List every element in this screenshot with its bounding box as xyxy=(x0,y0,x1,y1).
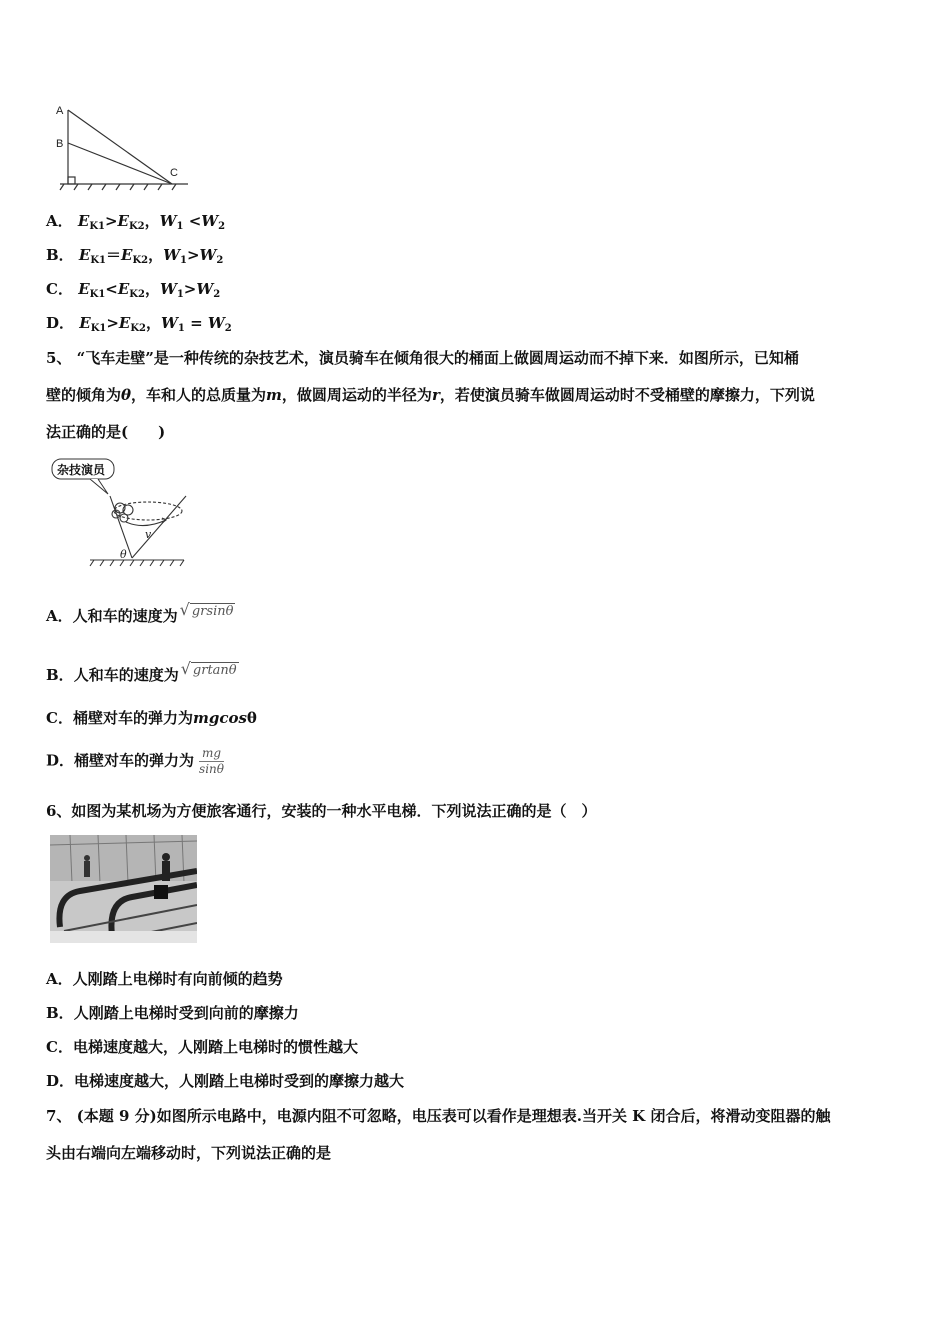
q5-option-d[interactable]: D．桶壁对车的弹力为 $\frac{mg}{\sin\theta}$ xyxy=(46,746,227,777)
q6-stem: 6、如图为某机场为方便旅客通行，安装的一种水平电梯．下列说法正确的是（ ） xyxy=(46,802,597,820)
q5-option-b[interactable]: B．人和车的速度为 √ grtanθ xyxy=(46,659,237,684)
theta-label: θ xyxy=(120,548,127,561)
bubble-label: 杂技演员 xyxy=(57,463,106,477)
label-b: B xyxy=(56,138,64,150)
cone-figure xyxy=(48,456,193,568)
v-label: v xyxy=(145,528,152,541)
q7-stem-line1: 7、 (本题 9 分)如图所示电路中，电源内阻不可忽略，电压表可以看作是理想表.当开关 K 闭合后，将滑动变阻器的触 xyxy=(46,1107,831,1125)
fraction-expression: $\frac{mg}{\sin\theta}$ xyxy=(199,746,224,776)
label-c: C xyxy=(170,167,178,179)
q5-stem-line3: 法正确的是( ) xyxy=(46,423,166,441)
sqrt-expression: √ grtanθ xyxy=(180,659,237,678)
q4-option-d[interactable]: D． $E_{K1}>E_{K2}$，$W_1 = W_2$ xyxy=(46,314,232,334)
q5-stem-line2: 壁的倾角为θ，车和人的总质量为m，做圆周运动的半径为r，若使演员骑车做圆周运动时不受桶壁的摩擦力，下列说 xyxy=(46,386,815,404)
q5-option-a[interactable]: A．人和车的速度为 √ grsinθ xyxy=(46,600,234,625)
q4-option-c[interactable]: C． $E_{K1}<E_{K2}$，$W_1>W_2$ xyxy=(46,280,221,300)
q5-option-c[interactable]: C．桶壁对车的弹力为mgcosθ xyxy=(46,709,257,727)
label-a: A xyxy=(56,105,64,117)
incline-figure xyxy=(52,100,192,192)
q6-option-b[interactable]: B．人刚踏上电梯时受到向前的摩擦力 xyxy=(46,1004,299,1022)
sqrt-expression: √ grsinθ xyxy=(179,600,234,619)
q4-option-a[interactable]: A． $E_{K1}>E_{K2}$，$W_1 <W_2$ xyxy=(46,212,226,232)
q7-stem-line2: 头由右端向左端移动时，下列说法正确的是 xyxy=(46,1144,332,1162)
q6-option-d[interactable]: D．电梯速度越大，人刚踏上电梯时受到的摩擦力越大 xyxy=(46,1072,405,1090)
walkway-photo xyxy=(50,835,197,943)
q6-option-c[interactable]: C．电梯速度越大，人刚踏上电梯时的惯性越大 xyxy=(46,1038,358,1056)
q5-stem-line1: 5、 “飞车走壁”是一种传统的杂技艺术，演员骑车在倾角很大的桶面上做圆周运动而不掉下来．如图所示，已知桶 xyxy=(46,349,799,367)
q4-option-b[interactable]: B． $E_{K1}=E_{K2}$，$W_1>W_2$ xyxy=(46,246,224,266)
q6-option-a[interactable]: A．人刚踏上电梯时有向前倾的趋势 xyxy=(46,970,283,988)
